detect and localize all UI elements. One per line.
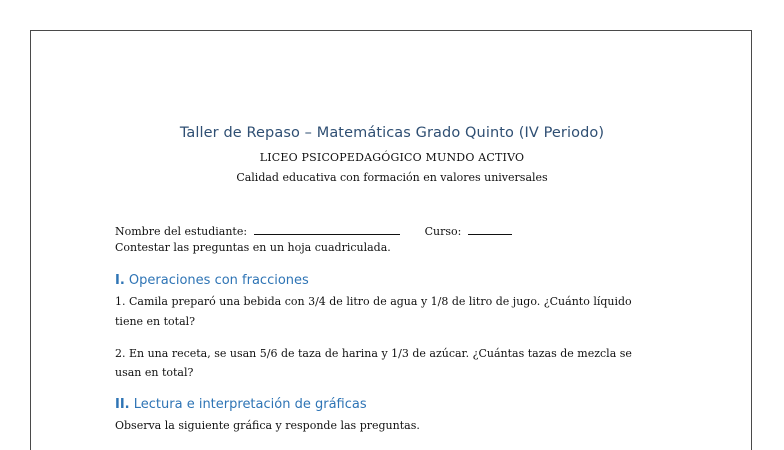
course-label: Curso: — [424, 225, 462, 238]
student-name-label: Nombre del estudiante: — [115, 225, 248, 238]
document-page — [30, 30, 752, 450]
school-name: LICEO PSICOPEDAGÓGICO MUNDO ACTIVO — [259, 151, 525, 164]
document-title: Taller de Repaso – Matemáticas Grado Quinto (IV Periodo) — [179, 125, 605, 141]
section-2-heading — [115, 397, 367, 412]
question-2-line-1: 2. En una receta, se usan 5/6 de taza de harina y 1/3 de azúcar. ¿Cuántas tazas de mezcla se — [115, 347, 632, 360]
section-2-intro: Observa la siguiente gráfica y responde las preguntas. — [115, 419, 420, 432]
section-1-number: I. — [115, 273, 125, 288]
student-info-line — [115, 223, 512, 238]
instructions: Contestar las preguntas en un hoja cuadriculada. — [115, 241, 391, 254]
school-motto: Calidad educativa con formación en valores universales — [236, 171, 548, 184]
section-1-title: Operaciones con fracciones — [128, 273, 309, 288]
section-2-title: Lectura e interpretación de gráficas — [133, 397, 367, 412]
question-1-line-1: 1. Camila preparó una bebida con 3/4 de litro de agua y 1/8 de litro de jugo. ¿Cuánto líquido — [115, 295, 632, 308]
question-2-line-2: usan en total? — [115, 366, 194, 379]
section-1-heading — [115, 273, 309, 288]
student-name-blank — [254, 223, 400, 235]
section-2-number: II. — [115, 397, 130, 412]
question-1-line-2: tiene en total? — [115, 315, 196, 328]
course-blank — [468, 223, 512, 235]
